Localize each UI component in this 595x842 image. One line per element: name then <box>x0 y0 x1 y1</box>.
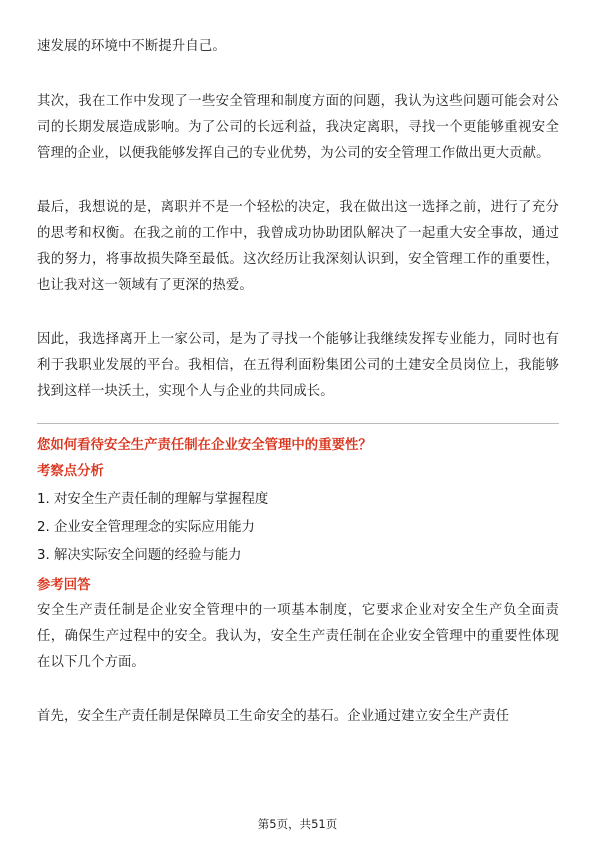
list-item: 2. 企业安全管理理念的实际应用能力 <box>37 520 255 535</box>
list-item: 1. 对安全生产责任制的理解与掌握程度 <box>37 492 269 507</box>
list-item: 3. 解决实际安全问题的经验与能力 <box>37 548 242 563</box>
question-heading: 您如何看待安全生产责任制在企业安全管理中的重要性？ <box>37 438 372 453</box>
answer-paragraph: 安全生产责任制是企业安全管理中的一项基本制度，它要求企业对安全生产负全面责任，确保生产过程中的安全。我认为，安全生产责任制在企业安全管理中的重要性体现在以下几个方面。 <box>37 603 559 670</box>
answer-paragraph: 首先，安全生产责任制是保障员工生命安全的基石。企业通过建立安全生产责任 <box>37 709 510 724</box>
paragraph: 其次，我在工作中发现了一些安全管理和制度方面的问题，我认为这些问题可能会对公司的长期发展造成影响。为了公司的长远利益，我决定离职，寻找一个更能够重视安全管理的企业，以便我能够发挥自己的专业优势，为公司的安全管理工作做出更大贡献。 <box>37 94 559 161</box>
section-divider <box>37 423 559 424</box>
paragraph: 因此，我选择离开上一家公司，是为了寻找一个能够让我继续发挥专业能力，同时也有利于我职业发展的平台。我相信，在五得利面粉集团公司的土建安全员岗位上，我能够找到这样一块沃土，实现个人与企业的共同成长。 <box>37 332 559 399</box>
paragraph: 速发展的环境中不断提升自己。 <box>37 39 226 54</box>
page-footer: 第5页，共51页 <box>257 817 338 831</box>
analysis-list <box>37 486 559 570</box>
page-content <box>37 34 559 758</box>
analysis-title: 考察点分析 <box>37 464 104 479</box>
paragraph: 最后，我想说的是，离职并不是一个轻松的决定，我在做出这一选择之前，进行了充分的思考和权衡。在我之前的工作中，我曾成功协助团队解决了一起重大安全事故，通过我的努力，将事故损失降至最低。这次经历让我深刻认识到，安全管理工作的重要性，也让我对这一领域有了更深的热爱。 <box>37 200 559 293</box>
answer-title: 参考回答 <box>37 578 91 593</box>
